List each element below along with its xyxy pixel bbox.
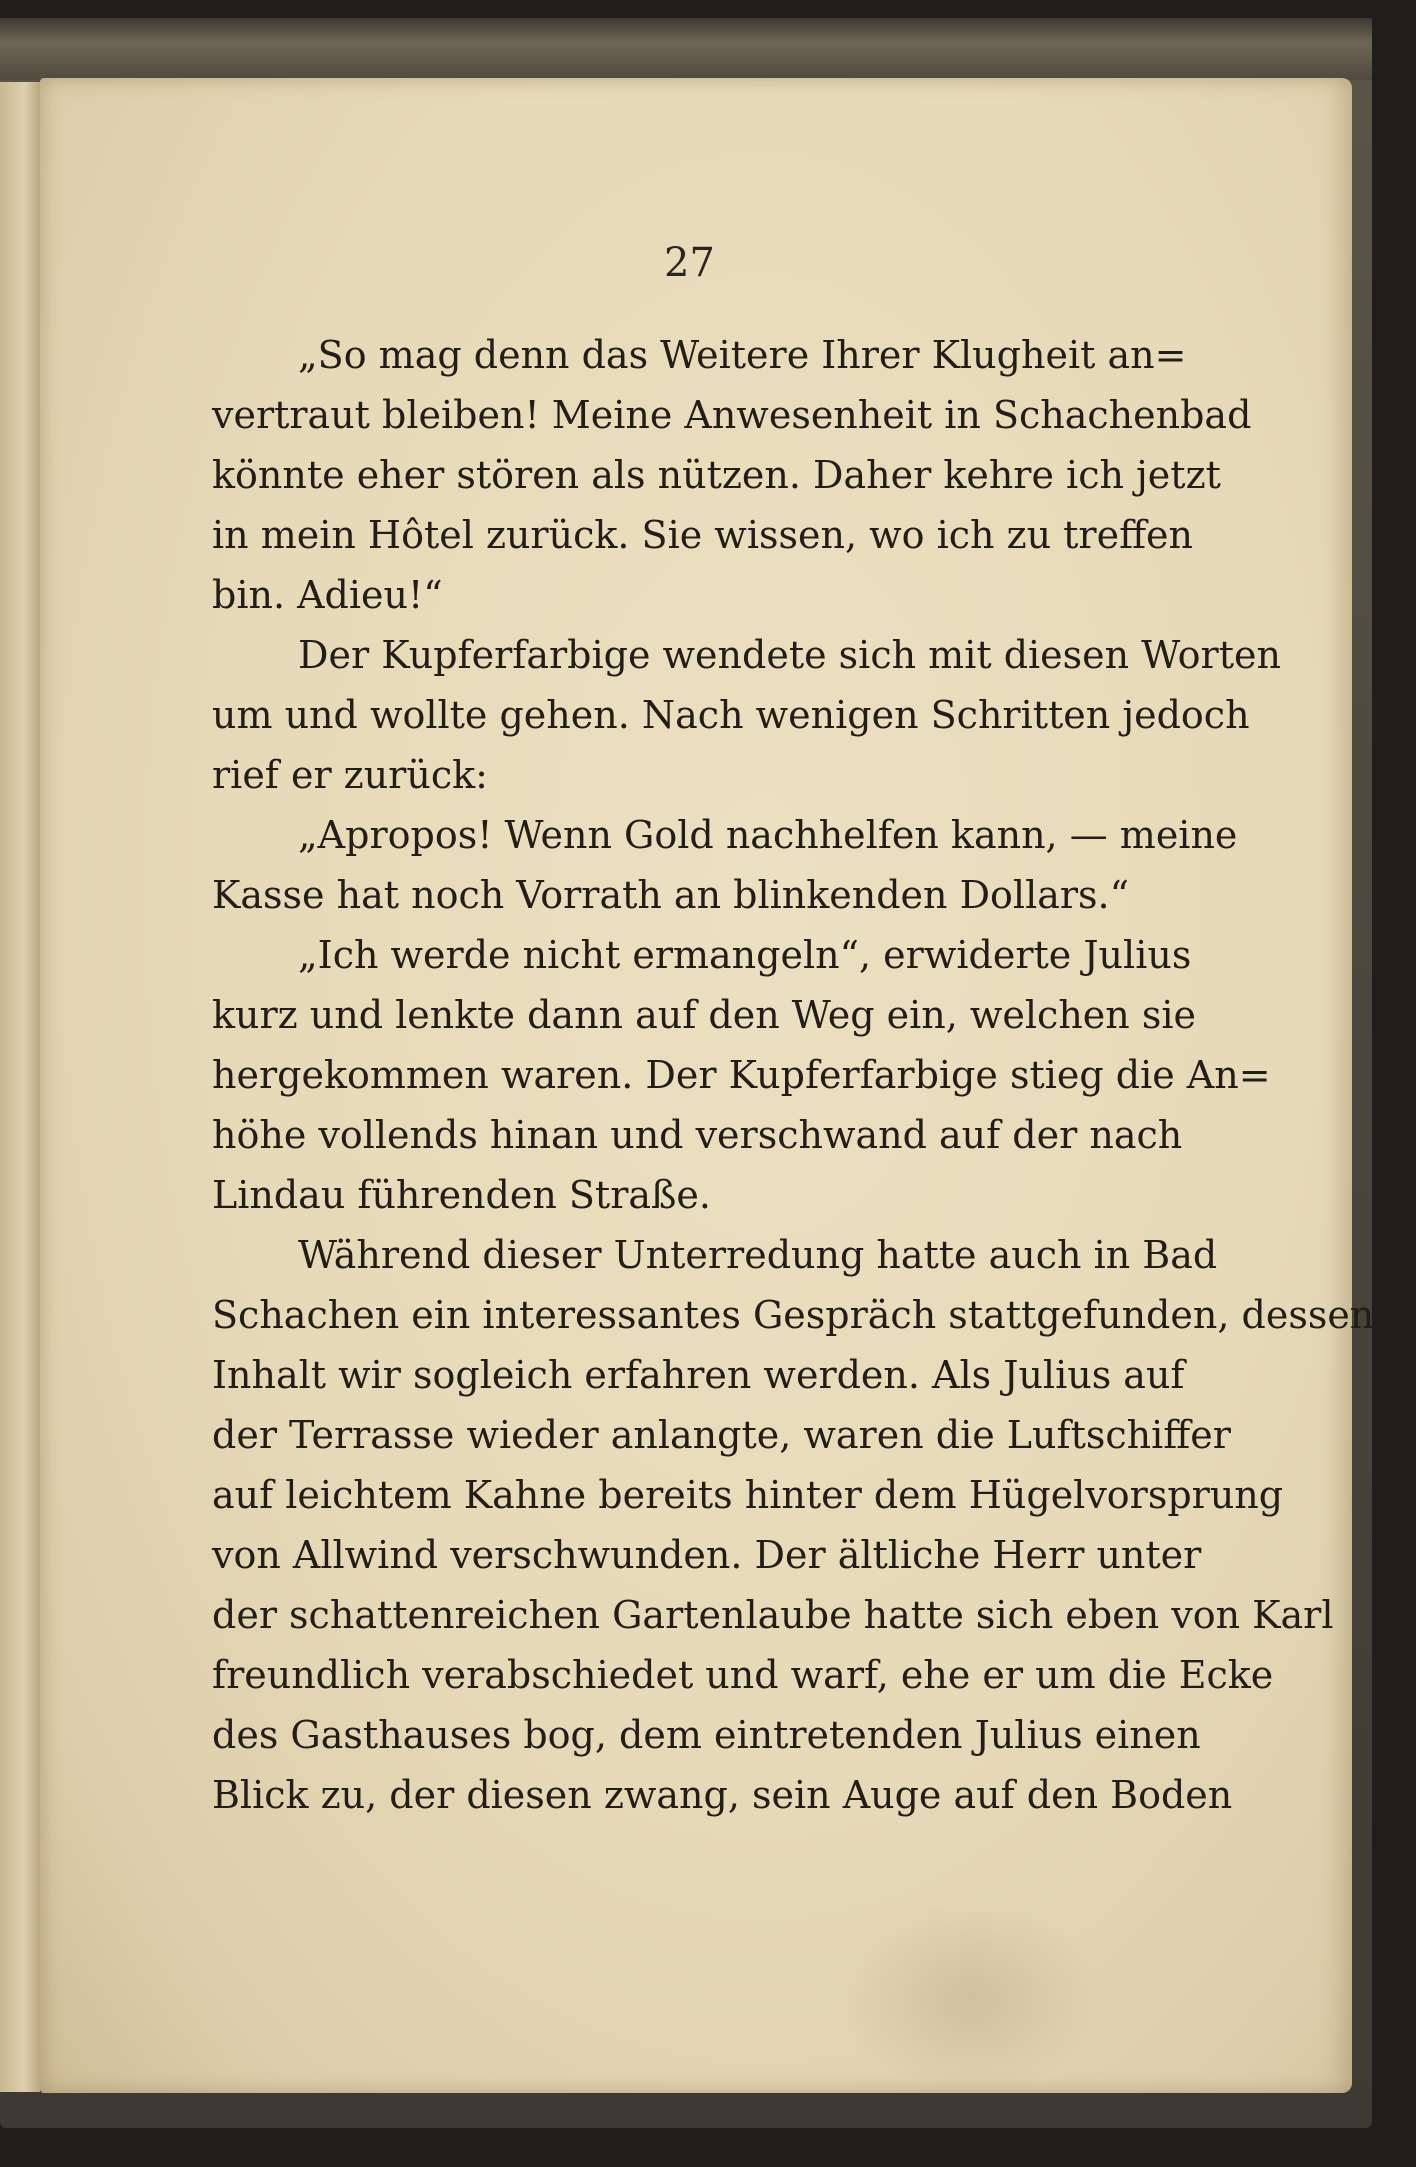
text-line: „Apropos! Wenn Gold nachhelfen kann, — meine: [298, 813, 1238, 857]
previous-page-edge: [0, 82, 40, 2092]
text-line: höhe vollends hinan und verschwand auf der nach: [212, 1113, 1183, 1157]
text-line: Lindau führenden Straße.: [212, 1173, 711, 1217]
text-line: rief er zurück:: [212, 753, 488, 797]
text-line: freundlich verabschiedet und warf, ehe er um die Ecke: [212, 1653, 1274, 1697]
text-line: hergekommen waren. Der Kupferfarbige stieg die An=: [212, 1053, 1271, 1097]
text-line: könnte eher stören als nützen. Daher kehre ich jetzt: [212, 453, 1221, 497]
text-line: „So mag denn das Weitere Ihrer Klugheit an=: [298, 333, 1187, 377]
text-line: in mein Hôtel zurück. Sie wissen, wo ich zu treffen: [212, 513, 1194, 557]
text-line: um und wollte gehen. Nach wenigen Schritten jedoch: [212, 693, 1250, 737]
page-number: 27: [664, 240, 715, 286]
book-top-edge: [0, 18, 1372, 80]
text-line: des Gasthauses bog, dem eintretenden Julius einen: [212, 1713, 1201, 1757]
text-line: von Allwind verschwunden. Der ältliche Herr unter: [212, 1533, 1202, 1577]
text-line: Während dieser Unterredung hatte auch in Bad: [298, 1233, 1218, 1277]
text-line: vertraut bleiben! Meine Anwesenheit in Schachenbad: [212, 393, 1252, 437]
text-line: Inhalt wir sogleich erfahren werden. Als Julius auf: [212, 1353, 1185, 1397]
text-line: Blick zu, der diesen zwang, sein Auge auf den Boden: [212, 1773, 1233, 1817]
text-line: der Terrasse wieder anlangte, waren die Luftschiffer: [212, 1413, 1231, 1457]
text-line: der schattenreichen Gartenlaube hatte sich eben von Karl: [212, 1593, 1334, 1637]
text-line: Schachen ein interessantes Gespräch stattgefunden, dessen: [212, 1293, 1375, 1337]
paper-stain: [840, 1898, 1100, 2098]
text-line: auf leichtem Kahne bereits hinter dem Hügelvorsprung: [212, 1473, 1284, 1517]
text-line: Der Kupferfarbige wendete sich mit diesen Worten: [298, 633, 1281, 677]
text-line: „Ich werde nicht ermangeln“, erwiderte Julius: [298, 933, 1192, 977]
text-line: Kasse hat noch Vorrath an blinkenden Dollars.“: [212, 873, 1130, 917]
text-line: bin. Adieu!“: [212, 573, 443, 617]
text-line: kurz und lenkte dann auf den Weg ein, welchen sie: [212, 993, 1196, 1037]
body-text: [212, 325, 1375, 1825]
